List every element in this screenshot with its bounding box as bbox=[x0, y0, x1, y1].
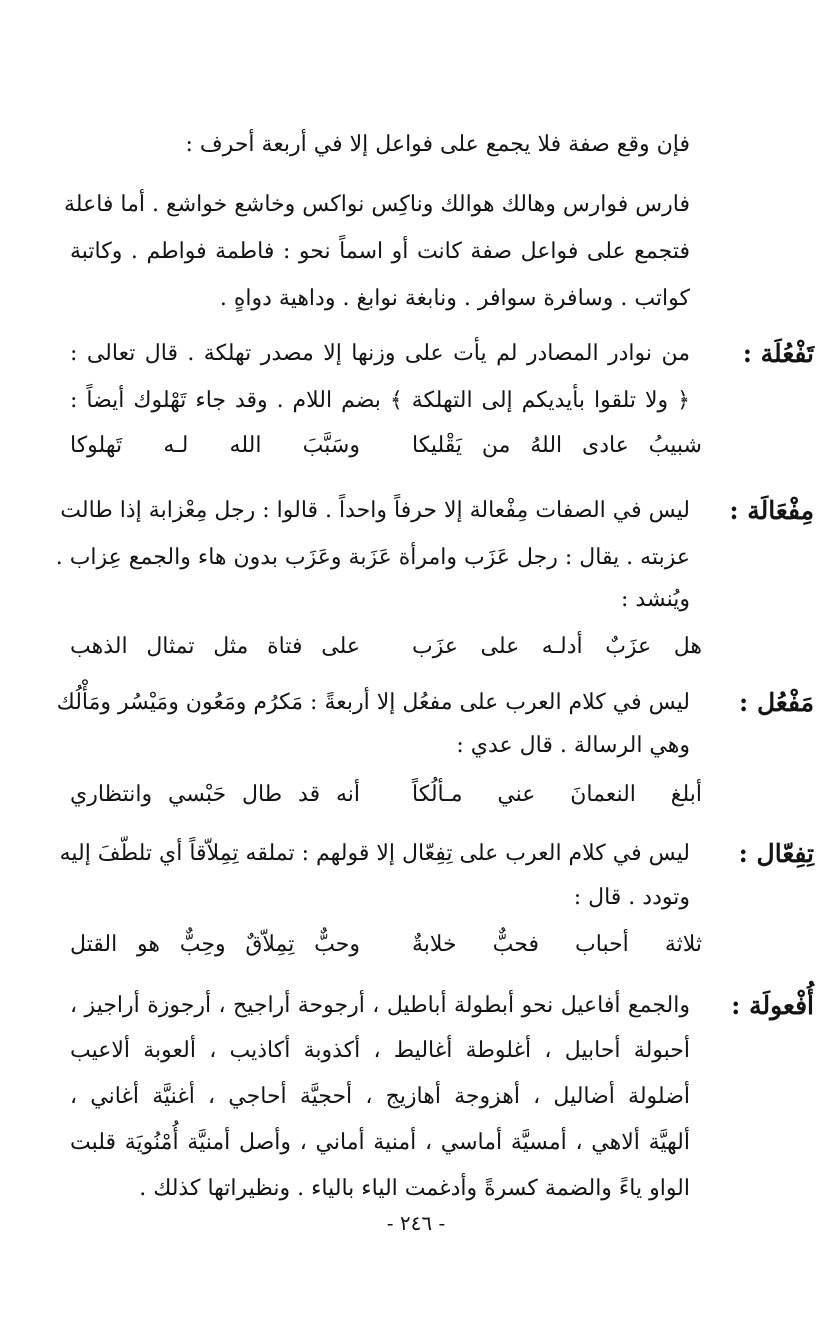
intro-line: فإن وقع صفة فلا يجمع على فواعل إلا في أربعة أحرف : bbox=[185, 132, 690, 157]
entry-heading: تَفْعُلَة : bbox=[742, 339, 814, 368]
verse-hemistich-first: شبيبُ عادى اللهُ من يَقْليكا bbox=[412, 433, 702, 458]
entry-heading: أُفْعولَة : bbox=[731, 991, 814, 1020]
entry-line: عزبته . يقال : رجل عَزَب وامرأة عَزَبة وعَزَب بدون هاء والجمع عِزاب . bbox=[55, 545, 690, 570]
verse-hemistich-second: على فتاة مثل تمثال الذهب bbox=[70, 634, 360, 659]
page-number: - ٢٤٦ - bbox=[386, 1211, 446, 1235]
verse-hemistich-first: أبلغ النعمانَ عني مـألُكاً bbox=[412, 782, 702, 807]
entry-heading: تِفِعّال : bbox=[738, 839, 814, 868]
entry-line: ليس في كلام العرب على مفعُل إلا أربعةً : مَكرُم ومَعُون ومَيْسُر ومَأْلُك bbox=[56, 690, 690, 715]
entry-line: وتودد . قال : bbox=[573, 885, 690, 910]
entry-line: أضلولة أضاليل ، أهزوجة أهازيج ، أحجيَّة أحاجي ، أغنيَّة أغاني ، bbox=[70, 1084, 690, 1109]
verse-hemistich-first: ثلاثة أحباب فحبٌّ خلابةٌ bbox=[412, 932, 702, 957]
entry-line: والجمع أفاعيل نحو أبطولة أباطيل ، أرجوحة أراجيح ، أرجوزة أراجيز ، bbox=[70, 993, 690, 1018]
entry-line: ليس في كلام العرب على تِفِعّال إلا قولهم : تملقه تِمِلاّقاً أي تلطّفَ إليه bbox=[59, 841, 690, 866]
paragraph-line: فتجمع على فواعل صفة كانت أو اسماً نحو : فاطمة فواطم . وكاتبة bbox=[70, 239, 690, 264]
entry-line: من نوادر المصادر لم يأت على وزنها إلا مصدر تهلكة . قال تعالى : bbox=[70, 341, 690, 366]
verse-hemistich-second: أنه قد طال حَبْسي وانتظاري bbox=[70, 782, 360, 807]
entry-heading: مِفْعَالَة : bbox=[729, 496, 814, 525]
entry-line: ويُنشد : bbox=[621, 587, 690, 612]
entry-line: ليس في الصفات مِفْعالة إلا حرفاً واحداً . قالوا : رجل مِعْزابة إذا طالت bbox=[60, 498, 690, 523]
entry-line: ﴿ ولا تلقوا بأيديكم إلى التهلكة ﴾ بضم اللام . وقد جاء تَهْلوك أيضاً : bbox=[70, 388, 690, 413]
paragraph-line: فارس فوارس وهالك هوالك وناكِس نواكس وخاشع خواشع . أما فاعلة bbox=[63, 192, 690, 217]
verse-hemistich-second: وحبٌّ تِمِلاّقٌ وحِبٌّ هو القتل bbox=[70, 932, 360, 957]
verse-hemistich-first: هل عزَبٌ أدلـه على عزَب bbox=[412, 634, 702, 659]
entry-line: ألهيَّة ألاهي ، أمسيَّة أماسي ، أمنية أماني ، وأصل أمنيَّة أُمْنُويَة قلبت bbox=[70, 1130, 690, 1155]
entry-line: وهي الرسالة . قال عدي : bbox=[456, 733, 690, 758]
entry-line: الواو ياءً والضمة كسرةً وأدغمت الياء بالياء . ونظيراتها كذلك . bbox=[139, 1176, 690, 1201]
paragraph-line: كواتب . وسافرة سوافر . ونابغة نوابغ . وداهية دواهٍ . bbox=[219, 286, 690, 311]
entry-line: أحبولة أحابيل ، أغلوطة أغاليط ، أكذوبة أكاذيب ، ألعوبة ألاعيب bbox=[70, 1038, 690, 1063]
verse-hemistich-second: وسَبَّبَ الله لـه تَهلوكا bbox=[70, 433, 360, 458]
entry-heading: مَفْعُل : bbox=[739, 688, 814, 717]
